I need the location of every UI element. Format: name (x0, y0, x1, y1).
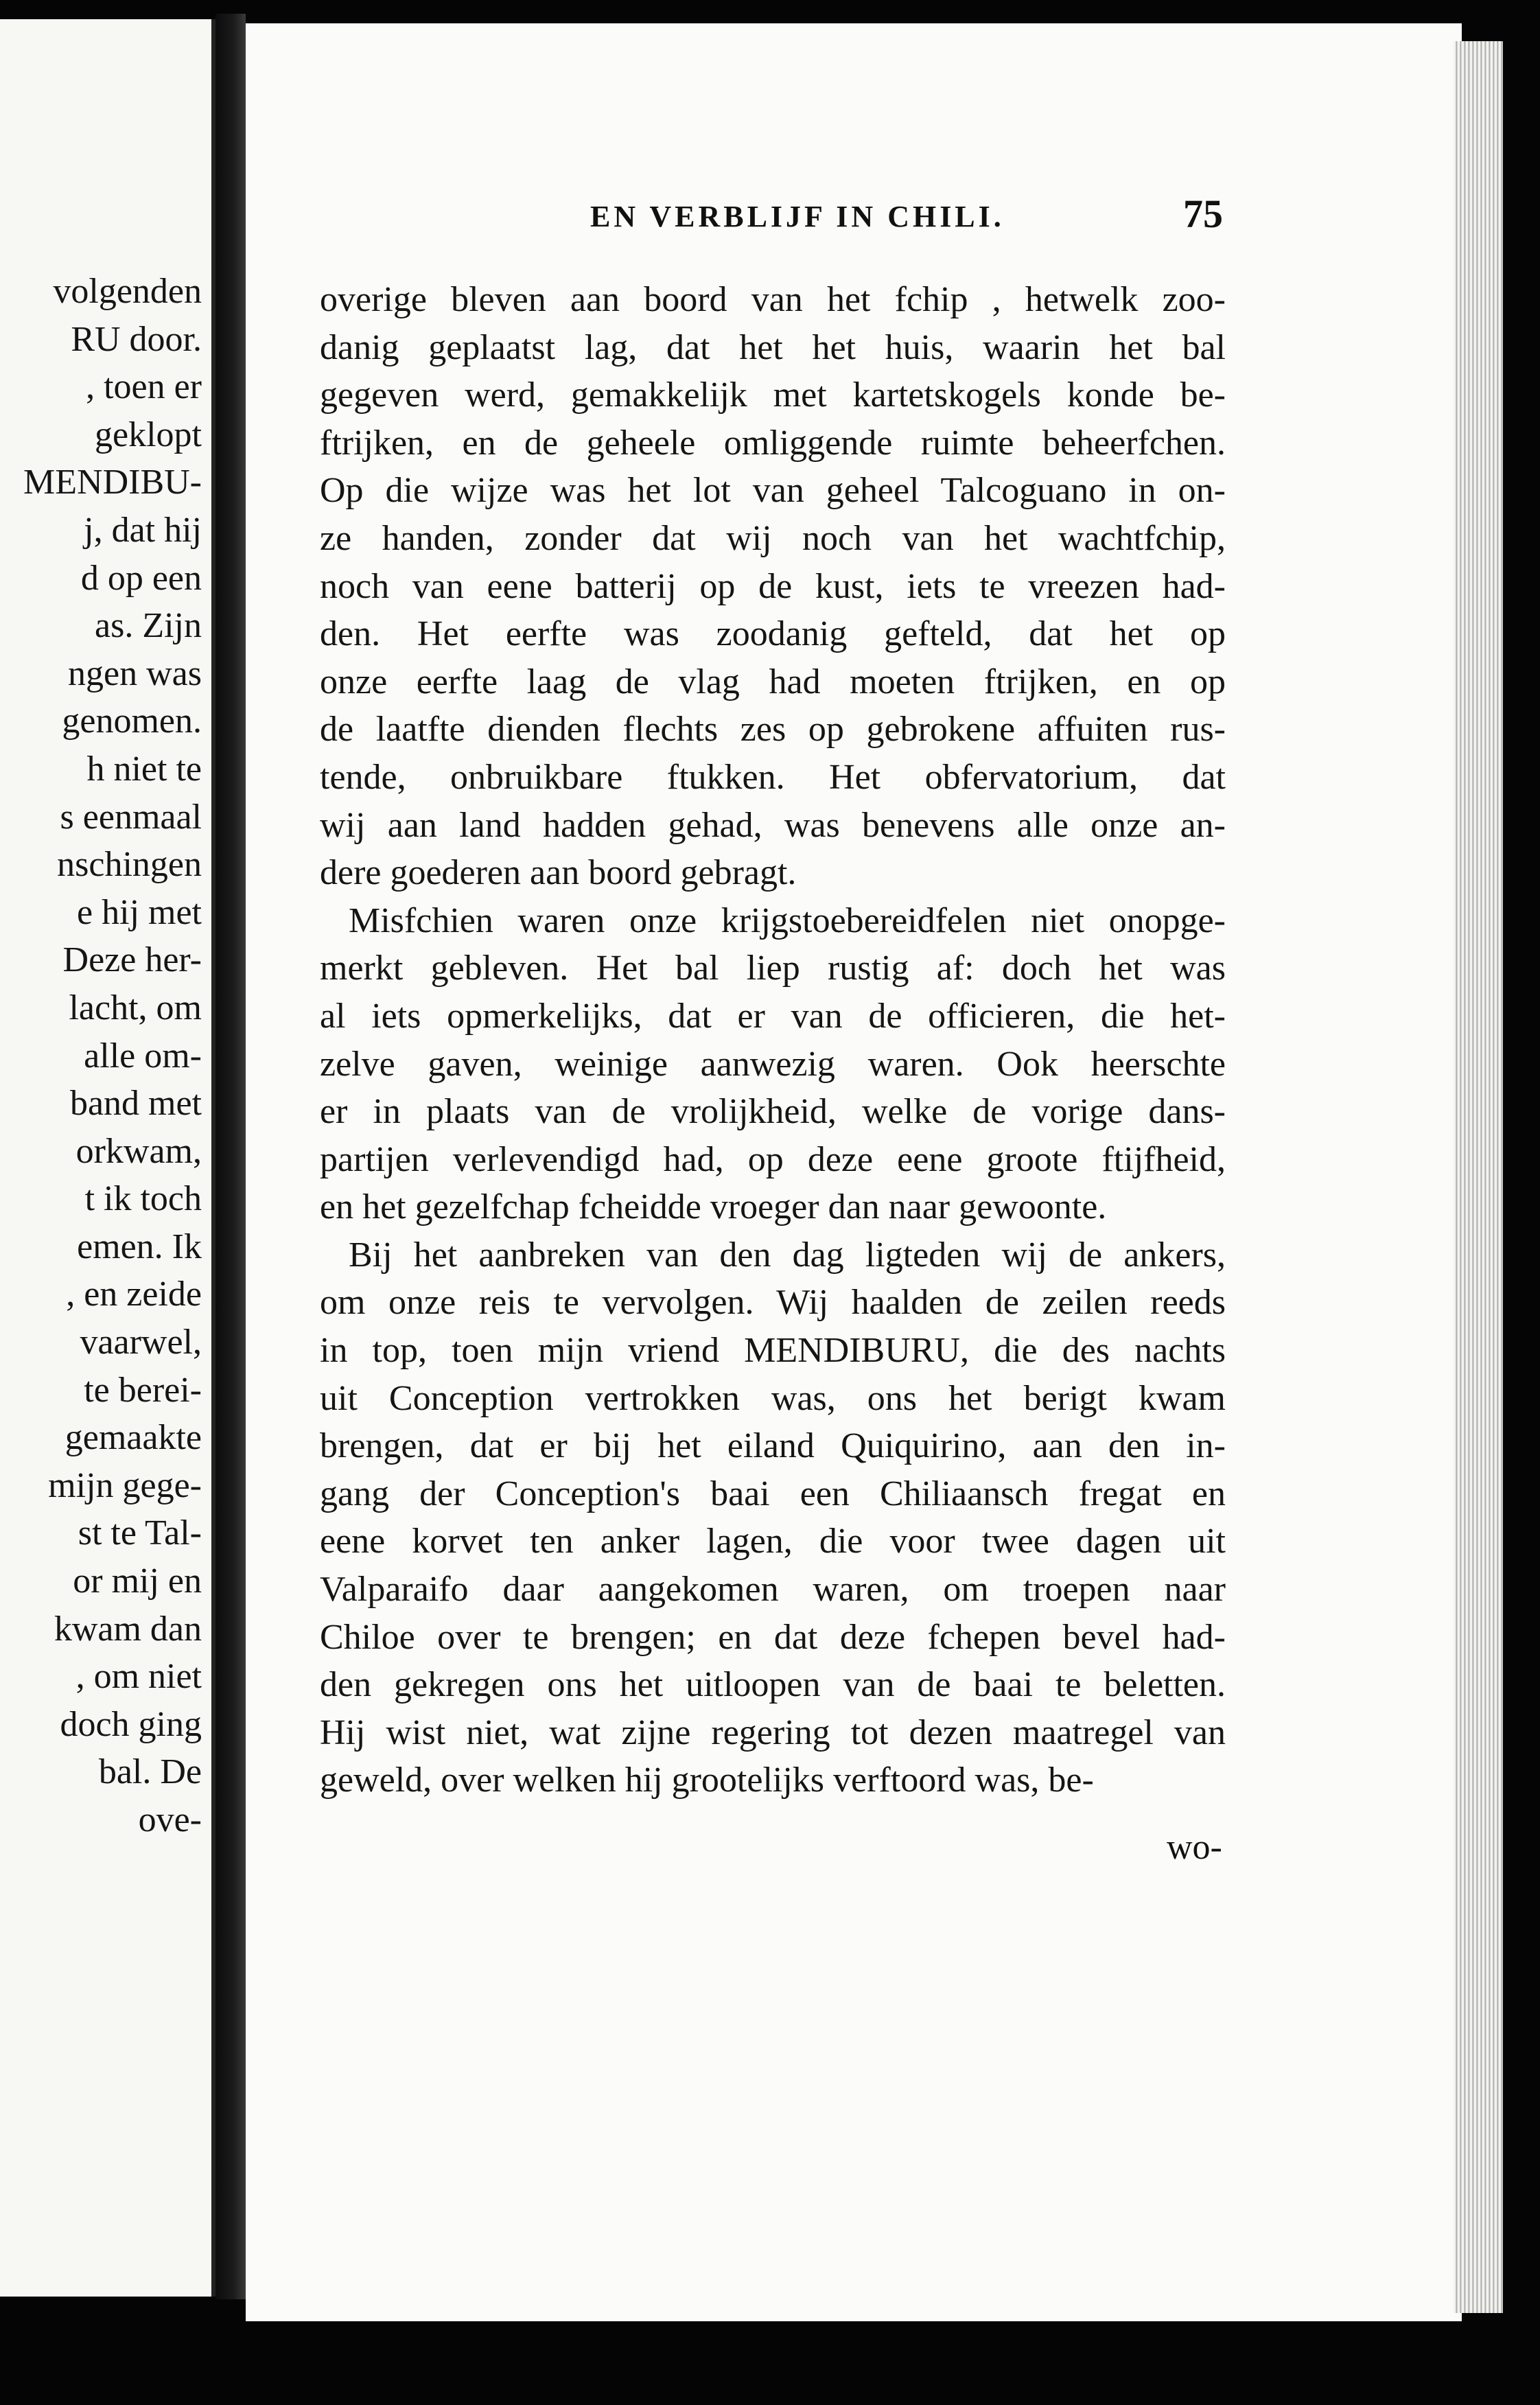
text-line: zelve gaven, weinige aanwezig waren. Ook heerschte (320, 1044, 1226, 1084)
left-page-line: as. Zijn (95, 606, 202, 646)
text-line: om onze reis te vervolgen. Wij haalden de zeilen reeds (320, 1283, 1226, 1323)
left-page-line: genomen. (62, 701, 202, 741)
text-line: ftrijken, en de geheele omliggende ruimte beheerfchen. (320, 423, 1226, 463)
text-line: ze handen, zonder dat wij noch van het wachtfchip, (320, 518, 1226, 558)
left-page-line: bal. De (98, 1752, 202, 1792)
text-line: de laatfte dienden flechts zes op gebrokene affuiten rus- (320, 710, 1226, 750)
text-line: overige bleven aan boord van het fchip , hetwelk zoo- (320, 280, 1226, 319)
body-text (320, 276, 1226, 1804)
text-line: Misfchien waren onze krijgstoebereidfelen niet onopge- (349, 901, 1226, 940)
text-line: Hij wist niet, wat zijne regering tot dezen maatregel van (320, 1712, 1226, 1752)
text-line: geweld, over welken hij grootelijks verftoord was, be- (320, 1761, 1094, 1800)
left-page-line: h niet te (86, 749, 202, 789)
left-page-line: vaarwel, (80, 1323, 202, 1362)
text-line: dere goederen aan boord gebragt. (320, 853, 797, 893)
text-line: onze eerfte laag de vlag had moeten ftrijken, en op (320, 662, 1226, 701)
text-line: den. Het eerfte was zoodanig gefteld, dat het op (320, 614, 1226, 654)
left-page-line: or mij en (73, 1561, 202, 1601)
text-line: den gekregen ons het uitloopen van de baai te beletten. (320, 1665, 1226, 1705)
text-line: Op die wijze was het lot van geheel Talcoguano in on- (320, 471, 1226, 511)
text-line: uit Conception vertrokken was, ons het berigt kwam (320, 1378, 1226, 1418)
left-page-line: te berei- (84, 1370, 202, 1410)
text-line: en het gezelfchap fcheidde vroeger dan naar gewoonte. (320, 1187, 1107, 1227)
left-page-line: doch ging (60, 1704, 202, 1744)
running-title: EN VERBLIJF IN CHILI. (590, 200, 1005, 233)
left-page-line: lacht, om (69, 988, 202, 1027)
left-page-line: MENDIBU- (23, 463, 202, 502)
text-line: Valparaifo daar aangekomen waren, om troepen naar (320, 1570, 1226, 1610)
left-page-line: j, dat hij (84, 510, 202, 550)
text-line: Bij het aanbreken van den dag ligteden wij de ankers, (349, 1235, 1226, 1275)
page-number: 75 (1183, 191, 1223, 236)
left-page-line: RU door. (71, 319, 202, 359)
left-page-line: s eenmaal (60, 797, 202, 837)
text-line: gegeven werd, gemakkelijk met kartetskogels konde be- (320, 375, 1226, 415)
left-page-line: orkwam, (75, 1131, 202, 1171)
left-page-line: nschingen (57, 845, 202, 885)
left-page-line: mijn gege- (48, 1465, 202, 1505)
text-line: danig geplaatst lag, dat het het huis, waarin het bal (320, 327, 1226, 367)
text-line: wij aan land hadden gehad, was benevens alle onze an- (320, 805, 1226, 845)
left-page-line: e hij met (77, 892, 202, 932)
left-page-line: band met (69, 1084, 202, 1124)
left-page-line: st te Tal- (78, 1513, 202, 1553)
left-page-line: , om niet (75, 1657, 202, 1697)
left-page-line: alle om- (84, 1036, 202, 1076)
text-line: noch van eene batterij op de kust, iets te vreezen had- (320, 566, 1226, 606)
left-page-line: geklopt (95, 415, 202, 454)
text-line: brengen, dat er bij het eiland Quiquirino, aan den in- (320, 1426, 1226, 1466)
text-line: gang der Conception's baai een Chiliaansch fregat en (320, 1474, 1226, 1513)
text-line: al iets opmerkelijks, dat er van de officieren, die het- (320, 996, 1226, 1036)
left-page-line: , en zeide (66, 1275, 202, 1314)
left-page-line: kwam dan (54, 1609, 202, 1649)
left-page-line: gemaakte (65, 1418, 202, 1458)
running-head (246, 187, 1462, 242)
text-line: merkt gebleven. Het bal liep rustig af: doch het was (320, 949, 1226, 988)
text-line: Chiloe over te brengen; en dat deze fchepen bevel had- (320, 1617, 1226, 1657)
catchword: wo- (1167, 1828, 1222, 1867)
book-gutter (215, 14, 246, 2299)
right-page (246, 23, 1462, 2321)
left-page-line: ngen was (68, 653, 202, 693)
text-line: tende, onbruikbare ftukken. Het obfervatorium, dat (320, 757, 1226, 797)
left-page-line: Deze her- (62, 940, 202, 980)
left-page-line: t ik toch (84, 1179, 202, 1219)
left-page-line: ove- (138, 1800, 202, 1839)
text-line: eene korvet ten anker lagen, die voor twee dagen uit (320, 1522, 1226, 1561)
text-line: er in plaats van de vrolijkheid, welke de vorige dans- (320, 1092, 1226, 1132)
left-page-line: volgenden (53, 272, 202, 311)
left-page-line: emen. Ik (77, 1227, 202, 1266)
left-page-line: d op een (80, 558, 202, 598)
text-line: in top, toen mijn vriend MENDIBURU, die des nachts (320, 1331, 1226, 1371)
left-page-text (23, 268, 202, 1844)
text-line: partijen verlevendigd had, op deze eene groote ftijfheid, (320, 1139, 1226, 1179)
page-edges (1454, 41, 1503, 2313)
left-page-line: , toen er (86, 367, 202, 407)
left-page (0, 19, 215, 2297)
